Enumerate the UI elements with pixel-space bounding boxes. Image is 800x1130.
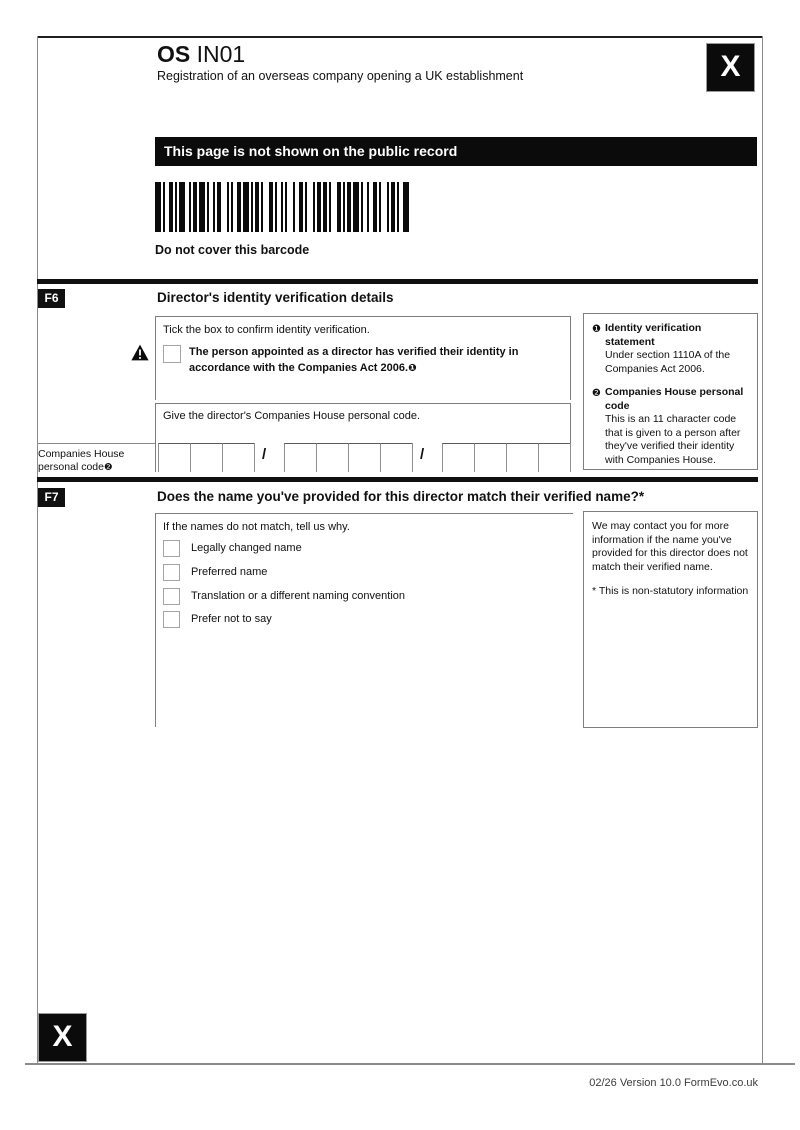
f6-box2-border-top <box>155 403 571 404</box>
barcode-bar <box>285 182 287 232</box>
option-preferred-name-checkbox[interactable] <box>163 564 180 581</box>
code-char-cell[interactable] <box>506 443 538 472</box>
barcode-bar <box>299 182 303 232</box>
option-preferred-name-label: Preferred name <box>191 566 268 578</box>
code-char-cell[interactable] <box>538 443 570 472</box>
code-separator-1: / <box>262 446 267 463</box>
f6-box2-border-left <box>155 403 156 472</box>
public-record-banner: This page is not shown on the public record <box>155 137 757 166</box>
option-translation-label: Translation or a different naming convention <box>191 590 406 602</box>
page-top-rule <box>37 36 763 38</box>
form-code-bold: OS <box>157 41 191 67</box>
barcode-bar <box>199 182 205 232</box>
f7-title: Does the name you've provided for this director match their verified name?* <box>157 489 645 504</box>
form-code: IN01 <box>196 41 246 67</box>
barcode-bar <box>323 182 327 232</box>
barcode-bar <box>347 182 351 232</box>
option-legally-changed-name-checkbox[interactable] <box>163 540 180 557</box>
f7-note-footnote: * This is non-statutory information <box>592 585 749 597</box>
f7-instruction: If the names do not match, tell us why. <box>163 521 350 533</box>
personal-code-label-line2: personal code <box>38 460 104 473</box>
f6-statement-text: The person appointed as a director has verified their identity in accordance with the Companies Act 2006. <box>189 346 519 374</box>
personal-code-note-ref: ❷ <box>103 461 113 473</box>
personal-code-group-2 <box>284 443 413 472</box>
f6-box2-border-right <box>570 403 571 443</box>
f6-badge: F6 <box>38 289 65 308</box>
code-char-cell[interactable] <box>284 443 316 472</box>
barcode-bar <box>163 182 165 232</box>
barcode-bar <box>169 182 173 232</box>
barcode-bar <box>317 182 321 232</box>
page-left-rule <box>37 36 38 1064</box>
barcode-bar <box>403 182 409 232</box>
option-translation-checkbox[interactable] <box>163 588 180 605</box>
barcode-bar <box>213 182 215 232</box>
note2-ref: ❷ <box>592 388 601 399</box>
f6-box1-border-left <box>155 316 156 400</box>
code-label-rule <box>37 443 155 444</box>
barcode-bar <box>361 182 363 232</box>
code-char-cell[interactable] <box>158 443 190 472</box>
barcode-bar <box>275 182 277 232</box>
barcode-bar <box>391 182 395 232</box>
option-prefer-not-to-say-label: Prefer not to say <box>191 613 272 625</box>
barcode-bar <box>155 182 161 232</box>
option-prefer-not-to-say-checkbox[interactable] <box>163 611 180 628</box>
f7-badge: F7 <box>38 488 65 507</box>
f6-box1-border-right <box>570 316 571 400</box>
barcode-bar <box>207 182 209 232</box>
f6-code-instruction: Give the director's Companies House personal code. <box>163 410 421 422</box>
warning-icon <box>131 344 149 366</box>
f7-box-border-left <box>155 513 156 727</box>
code-char-cell[interactable] <box>380 443 412 472</box>
page-right-rule <box>762 36 763 1064</box>
barcode-bar <box>251 182 253 232</box>
f6-title: Director's identity verification details <box>157 290 394 305</box>
barcode-bar <box>329 182 331 232</box>
barcode-bar <box>397 182 399 232</box>
barcode-bar <box>269 182 273 232</box>
barcode-bar <box>293 182 295 232</box>
code-char-cell[interactable] <box>348 443 380 472</box>
barcode-bar <box>313 182 315 232</box>
barcode-bar <box>189 182 191 232</box>
note2-body: This is an 11 character code that is given to a person after they've verified their identity with Companies House. <box>605 413 741 466</box>
f6-statement <box>189 344 561 377</box>
identity-verified-checkbox[interactable] <box>163 345 181 363</box>
code-separator-2: / <box>420 446 425 463</box>
f7-section-rule <box>37 477 758 482</box>
option-legally-changed-name-label: Legally changed name <box>191 542 302 554</box>
code-char-cell[interactable] <box>190 443 222 472</box>
barcode-bar <box>179 182 185 232</box>
barcode-bar <box>227 182 229 232</box>
code-char-cell[interactable] <box>474 443 506 472</box>
barcode-bar <box>281 182 283 232</box>
barcode-bar <box>217 182 221 232</box>
f7-box-border-top <box>155 513 573 514</box>
barcode-bar <box>175 182 177 232</box>
f6-box1-border-top <box>155 316 571 317</box>
top-corner-x-mark: X <box>706 43 755 92</box>
version-text: 02/26 Version 10.0 FormEvo.co.uk <box>589 1077 758 1089</box>
barcode-bar <box>373 182 377 232</box>
f6-section-rule <box>37 279 758 284</box>
form-title <box>157 41 245 68</box>
barcode-bar <box>367 182 369 232</box>
note-personal-code <box>592 386 749 467</box>
code-char-cell[interactable] <box>316 443 348 472</box>
page-bottom-rule <box>25 1063 795 1065</box>
note1-title: Identity verification statement <box>605 322 702 348</box>
personal-code-label-line1: Companies House <box>38 448 125 460</box>
barcode-bar <box>387 182 389 232</box>
barcode-bar <box>237 182 241 232</box>
f6-statement-note-ref: ❶ <box>408 363 417 374</box>
barcode-bar <box>231 182 233 232</box>
barcode-bar <box>337 182 341 232</box>
personal-code-group-3 <box>442 443 571 472</box>
f7-note-body: We may contact you for more information if the name you've provided for this director does not match their verified name. <box>592 520 748 573</box>
barcode-bar <box>193 182 197 232</box>
note2-title: Companies House personal code <box>605 386 744 412</box>
barcode-bar <box>353 182 359 232</box>
note1-ref: ❶ <box>592 324 601 335</box>
barcode <box>155 182 455 232</box>
bottom-corner-x-mark: X <box>38 1013 87 1062</box>
f6-tick-instruction: Tick the box to confirm identity verification. <box>163 324 370 336</box>
note1-body: Under section 1110A of the Companies Act 2006. <box>605 349 731 375</box>
barcode-bar <box>343 182 345 232</box>
f6-sidebar-notes <box>583 313 758 470</box>
form-subtitle: Registration of an overseas company opening a UK establishment <box>157 69 524 83</box>
barcode-bar <box>255 182 259 232</box>
f7-sidebar-note <box>583 511 758 728</box>
personal-code-label <box>38 448 124 474</box>
barcode-bar <box>305 182 307 232</box>
note-identity-verification <box>592 322 749 376</box>
personal-code-group-1 <box>158 443 255 472</box>
barcode-bar <box>379 182 381 232</box>
code-char-cell[interactable] <box>222 443 254 472</box>
barcode-caption: Do not cover this barcode <box>155 243 310 257</box>
barcode-bar <box>243 182 249 232</box>
barcode-bar <box>261 182 263 232</box>
code-char-cell[interactable] <box>442 443 474 472</box>
